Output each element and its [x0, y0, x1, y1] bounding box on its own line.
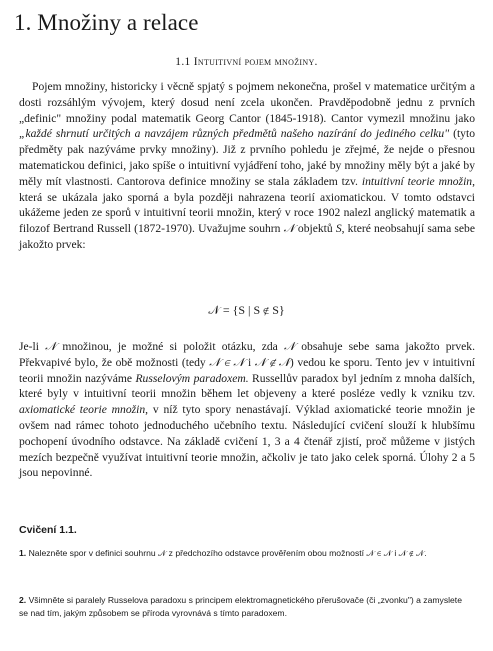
p2-text-9: ) vedou ke sporu. Tento jev v intuitivní teorii množin nazýváme	[19, 355, 475, 385]
exercise-number: 1.	[19, 548, 27, 558]
exercise-text: Všimněte si paralely Russelova paradoxu s principem elektromagnetického přerušovače (či „zvonku") a zamyslete se nad tím, jakým způsobem se příroda vyrovnává s tímto paradoxem.	[19, 595, 462, 618]
p2-text-1: Je-li	[19, 340, 46, 353]
p2-text-13: , v níž tyto spory nenastávají. Výklad axiomatické teorie množin je ovšem nad rámec tohoto jednoduchého učebního textu. Následující cvičení slouží k hlubšímu pochopení úvodního odstavce. Na základě cvičení 1, 3 a 4 čtenář zjistí, proč můžeme v jistých mezích bezpečně využívat intuitivní teorie množin, ačkoliv je tato jako celek sporná. Úlohy 2 a 5 jsou nepovinné.	[19, 403, 475, 480]
p1-text-1: Pojem množiny, historicky i věcně spjatý s pojmem nekonečna, prošel v matematice určitým a dosti rozsáhlým vývojem, který dosud není zcela ukončen. Pravděpodobně jednu z prvních „definic" množiny podal matematik Georg Cantor (1845-1918). Cantor vymezil množinu jako	[19, 80, 475, 125]
p2-symbol-n: 𝒩	[45, 340, 57, 353]
p2-russell-paradox-term: Russelovým paradoxem.	[135, 371, 249, 385]
p1-text-5: , která se ukázala jako sporná a byla později nahrazena teorií axiomatickou. V tomto odstavci ukážeme jeden ze sporů v intuitivní teorii množin, který v roce 1902 nalezl anglický matematik a filozof Bertrand Russell (1872-1970). Uvažujme souhrn	[19, 174, 475, 236]
p1-text-3: (tyto předměty pak nazýváme prvky množiny). Již z prvního pohledu je zřejmé, že nejde o přesnou matematickou definici, jako spíše o intuitivní vyjádření toho, jaké by množiny měly být a jaké by měly mít vlastnosti. Cantorova definice množiny se stala základem tzv.	[19, 127, 475, 188]
p1-text-7: objektů	[294, 222, 336, 236]
paragraph-intro	[19, 79, 475, 253]
russell-set-formula: 𝒩 = {S | S ∉ S}	[208, 303, 285, 317]
section-number: 1.1	[175, 56, 191, 68]
p1-symbol-n: 𝒩	[283, 222, 295, 236]
exercise-text: Nalezněte spor v definici souhrnu 𝒩 z předchozího odstavce prověřením obou možností 𝒩 ∈ 𝒩 i 𝒩 ∉ 𝒩.	[28, 548, 427, 558]
exercise-item	[19, 594, 471, 620]
exercises-heading: Cvičení 1.1.	[19, 524, 77, 536]
p2-text-3: množinou, je možné si položit otázku, zda	[56, 340, 284, 353]
p1-term-intuitive-set-theory: intuitivní teorie množin	[361, 174, 473, 188]
p2-axiomatic-theory-term: axiomatické teorie množin	[19, 403, 146, 417]
p2-text-7: i	[244, 355, 255, 369]
paragraph-paradox	[19, 339, 475, 481]
p2-nonmembership: 𝒩 ∉ 𝒩	[254, 355, 290, 369]
p1-text-9: , které neobsahují sama sebe jakožto prvek:	[19, 222, 475, 251]
exercise-item	[19, 547, 471, 560]
p2-text-11: Russellův paradox byl jedním z mnoha dalších, které byly v intuitivní teorii množin během let objeveny a které posléze vedly k vzniku tzv.	[19, 371, 475, 401]
chapter-title: 1. Množiny a relace	[14, 10, 199, 35]
section-name: Intuitivní pojem množiny.	[193, 56, 318, 68]
p2-symbol-n-2: 𝒩	[283, 340, 296, 353]
p1-cantor-quote: „každé shrnutí určitých a navzájem různých předmětů našeho nazírání do jediného celku"	[19, 127, 450, 141]
p1-symbol-s: S	[335, 222, 342, 236]
p2-text-5: obsahuje sebe sama jakožto prvek. Překvapivé bylo, že obě možnosti (tedy	[19, 340, 476, 369]
exercise-number: 2.	[19, 595, 27, 605]
p2-membership: 𝒩 ∈ 𝒩	[209, 355, 245, 369]
section-title	[0, 56, 493, 68]
